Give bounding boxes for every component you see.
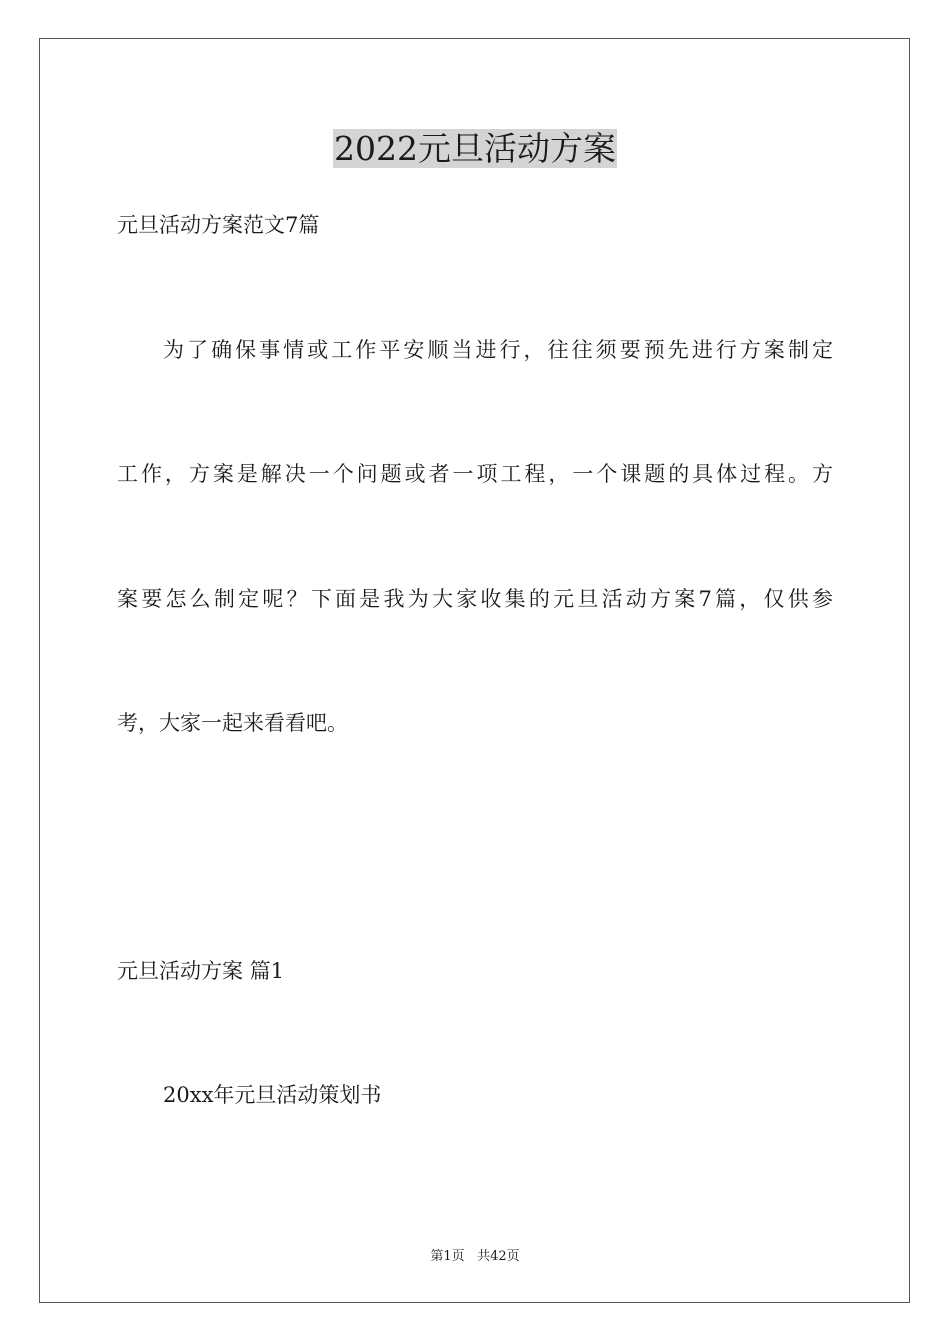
plan-title: 20xx年元旦活动策划书 [163, 1083, 382, 1107]
intro-line-1: 为了确保事情或工作平安顺当进行，往往须要预先进行方案制定 [163, 338, 833, 362]
footer-page-number: 第1页 [430, 1249, 465, 1264]
intro-line-4: 考，大家一起来看看吧。 [117, 711, 348, 735]
footer-total-pages: 共42页 [477, 1249, 520, 1264]
intro-line-2: 工作，方案是解决一个问题或者一项工程，一个课题的具体过程。方 [117, 462, 833, 486]
section-heading: 元旦活动方案 篇1 [117, 959, 285, 983]
document-title [0, 128, 950, 170]
intro-line-3: 案要怎么制定呢？下面是我为大家收集的元旦活动方案7篇，仅供参 [117, 587, 833, 611]
document-subtitle: 元旦活动方案范文7篇 [117, 213, 320, 237]
document-title-text: 2022元旦活动方案 [334, 129, 616, 168]
page-footer [0, 1248, 950, 1266]
